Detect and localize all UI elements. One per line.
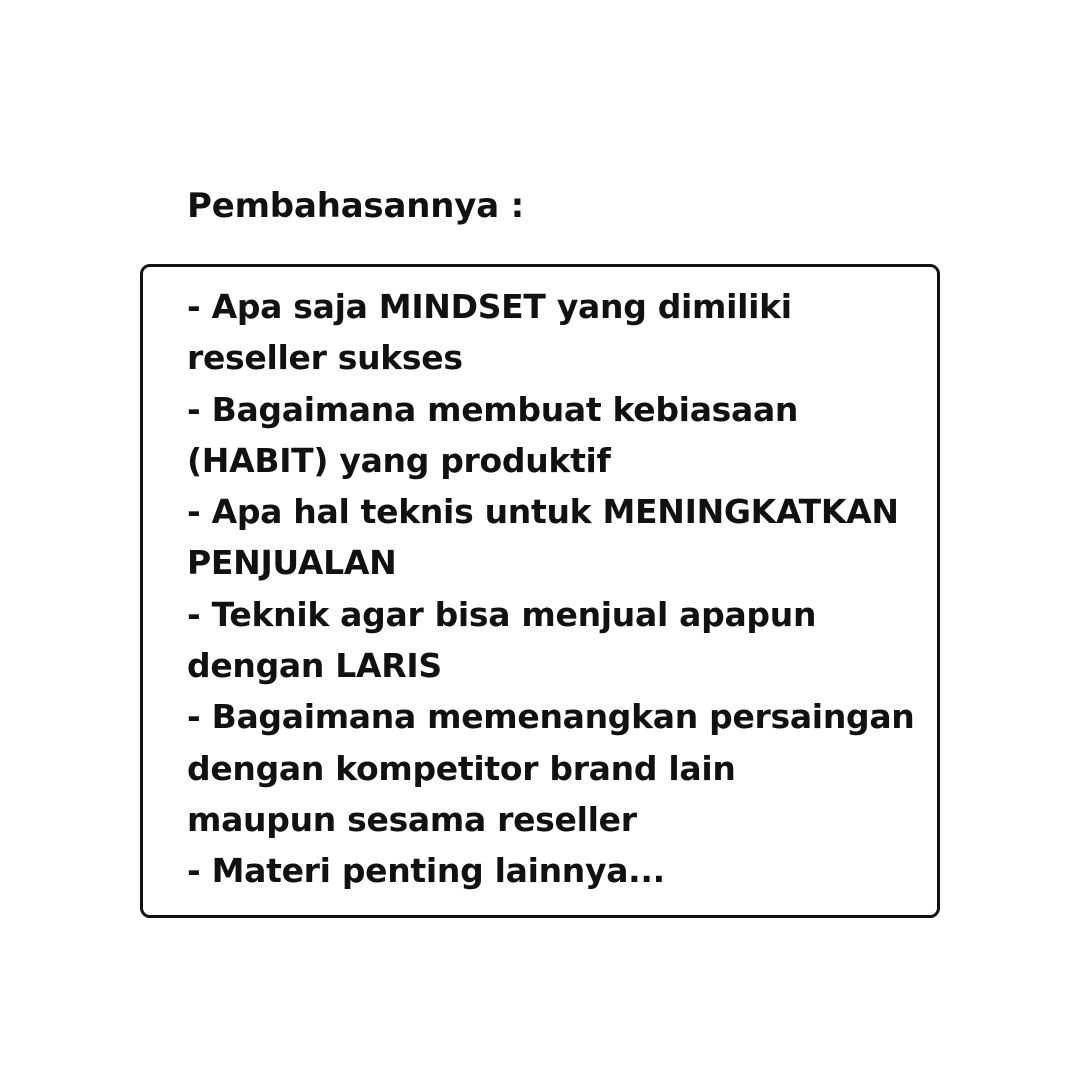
topic-line: - Bagaimana memenangkan persaingan — [187, 697, 915, 737]
topic-line: dengan kompetitor brand lain — [187, 748, 736, 788]
topic-line: PENJUALAN — [187, 543, 397, 583]
topic-line: (HABIT) yang produktif — [187, 440, 611, 480]
section-heading: Pembahasannya : — [187, 186, 524, 226]
topic-line: - Apa saja MINDSET yang dimiliki — [187, 287, 792, 326]
topic-line: - Materi penting lainnya... — [187, 851, 665, 891]
topic-line: - Apa hal teknis untuk MENINGKATKAN — [187, 492, 899, 532]
topic-line: dengan LARIS — [187, 646, 442, 686]
topic-line: reseller sukses — [187, 338, 463, 378]
topic-line: maupun sesama reseller — [187, 799, 637, 839]
topic-line: - Bagaimana membuat kebiasaan — [187, 389, 799, 429]
topics-list — [187, 281, 915, 897]
topic-line: - Teknik agar bisa menjual apapun — [187, 594, 817, 634]
